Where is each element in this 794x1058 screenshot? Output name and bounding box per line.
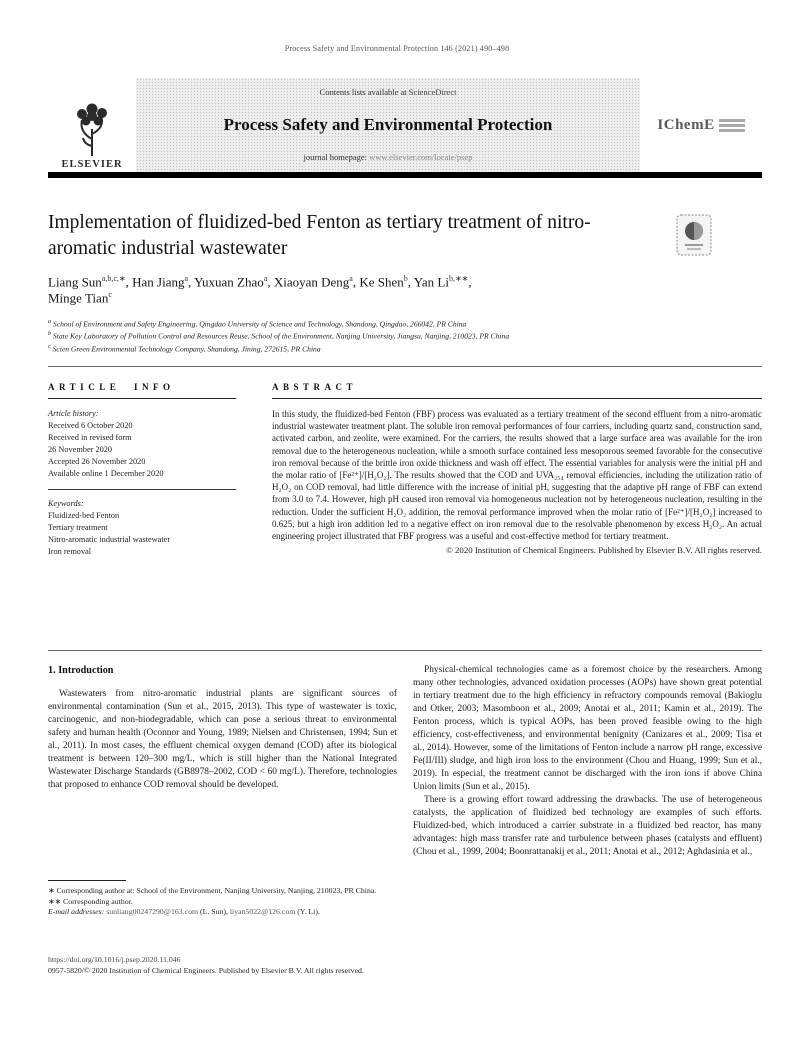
history-line: Accepted 26 November 2020 [48, 457, 146, 466]
affiliation-list [48, 317, 762, 355]
article-info-column [48, 382, 236, 558]
issn-copyright-line: 0957-5820/© 2020 Institution of Chemical Engineers. Published by Elsevier B.V. All rights reserved. [48, 966, 364, 975]
author-list: Liang Sun$^{a,b,c,∗}$, Han Jiang$^a$, Yuxuan Zhao$^a$, Xiaoyan Deng$^a$, Ke Shen$^b$, Yan $Li^{b,∗∗}$, Minge Tian$^c$ [48, 274, 472, 306]
email-line [48, 907, 396, 918]
footnote-block [48, 880, 396, 918]
icheme-tagline-block [719, 119, 745, 132]
corresponding-author-note: ∗ Corresponding author at: School of the Environment, Nanjing University, Nanjing, 210023, PR China. [48, 886, 377, 895]
history-line: Received in revised form [48, 433, 132, 442]
author: Xiaoyan Deng [273, 274, 350, 290]
info-abstract-section [48, 382, 762, 558]
author-affil-marks: b [403, 274, 408, 283]
email-owner: (L. Sun), [200, 907, 228, 917]
abstract-separator [48, 650, 762, 651]
author: Ke Shen [359, 274, 404, 290]
introduction-heading: 1. Introduction [48, 665, 114, 676]
elsevier-wordmark: ELSEVIER [61, 159, 123, 170]
homepage-link[interactable]: www.elsevier.com/locate/psep [369, 152, 473, 162]
author-affil-marks: a [263, 274, 268, 283]
affiliation-text: School of Environment and Safety Engineering, Qingdao University of Science and Technology, Shandong, Qingdao, 266042, PR China [52, 319, 467, 329]
affiliation-text: Scien Green Environmental Technology Company, Shandong, Jining, 272615, PR China [52, 344, 321, 354]
right-column [413, 664, 762, 859]
affiliation-mark: a [48, 318, 51, 325]
contents-prefix: Contents lists available at [319, 87, 409, 97]
article-title: Implementation of fluidized-bed Fenton as tertiary treatment of nitro-aromatic industrial wastewater [48, 212, 591, 259]
article-info-heading: ARTICLE INFO [48, 382, 175, 392]
affiliation-mark: c [48, 344, 51, 351]
history-line: Received 6 October 2020 [48, 421, 133, 430]
email-label: E-mail addresses: [48, 907, 105, 917]
homepage-line [142, 152, 634, 162]
author-affil-marks: a,b,c,∗ [101, 274, 126, 283]
contents-line [142, 87, 634, 97]
elsevier-logo [48, 78, 136, 172]
title-block [48, 210, 762, 355]
elsevier-tree-icon [66, 101, 118, 157]
icheme-wordmark: IChemE [657, 116, 715, 133]
keyword: Iron removal [48, 547, 92, 556]
author: Liang Sun [48, 274, 102, 290]
article-history-label: Article history: [48, 409, 99, 418]
author-affil-marks: b,∗∗ [448, 274, 469, 283]
email-owner: (Y. Li). [297, 907, 320, 917]
crossmark-icon[interactable] [676, 214, 712, 256]
paragraph: Physical-chemical technologies came as a foremost choice by the researchers. Among many other technologies, advanced oxidation processes (AOPs) have shown great potential in tertiary treatment due to the high efficiency in refractory compounds removal (Bakioglu and Otker, 2003; Masomboon et al., 2009; Anotai et al., 2011; Kamin et al., 2019). The Fenton process, which is typical AOPs, has been proved feasible owing to the high efficiency, cost-effectiveness, and environmental benignity (Canizares et al., 2009; Tisa et al., 2014). However, some of the limitations of Fenton include a narrow pH range, excessive Fe(II/III) sludge, and high iron loss to the environment (Chou and Huang, 1999; Sun et al., 2019). In especial, the treatment cannot be discharged with the iron ions if above China Union limits (Sun et al., 2015). [413, 665, 762, 792]
abstract-heading: ABSTRACT [272, 382, 358, 392]
masthead-box [136, 78, 640, 172]
history-line: Available online 1 December 2020 [48, 469, 164, 478]
author-affil-marks: a [184, 274, 189, 283]
heading-rule [272, 398, 762, 399]
abstract-text: In this study, the fluidized-bed Fenton (FBF) process was evaluated as a tertiary treatment of the second effluent from a nitro-aromatic industrial wastewater treatment plant. The soluble iron removal performances of four carriers, including quartz sand, construction sand, activated carbon, and zeolite, were examined. For the carriers, the results showed that a large surface area was available for the iron removal due to the heterogeneous nucleation, while a smooth surface contained less mesoporous seemed favorable for the consecutive iron removal because of the brittle iron oxide thickness and wash off effect. The essential variables for analysis were the initial pH and the molar ratio of [Fe²⁺]/[H₂O₂]. The results showed that the COD and UVA₂₅₄ removal efficiencies, including the utilization ratio of H₂O₂ on COD removal, had little difference with the increase of initial pH, suggesting that the adaptive pH range of FBF can extend from 3.0 to 7.4. However, high pH caused iron removal via homogeneous nucleation not by heterogeneous nucleation, resulting in the reduction. Under the sufficient H₂O₂ addition, the removal performance improved when the molar ratio of [Fe²⁺]/[H₂O₂] increased to 0.625, but a high iron addition led to a negative effect on iron removal due to the resolvable phenomenon by excess H₂O₂. An actual engineering project illustrated that FBF progress was a useful and cost-effective method for tertiary treatment. [272, 409, 762, 542]
author: Han Jiang [132, 274, 185, 290]
affiliation-text: State Key Laboratory of Pollution Control and Resources Reuse, School of the Environment, Nanjing University, Jiangsu, Nanjing, 210023, PR China [52, 332, 510, 342]
author-affil-marks: a [349, 274, 353, 283]
keyword: Fluidized-bed Fenton [48, 511, 120, 520]
running-head: Process Safety and Environmental Protection 146 (2021) 490–498 [284, 44, 510, 53]
affiliation [48, 329, 762, 342]
author: Minge Tian [48, 290, 109, 306]
affiliation [48, 317, 762, 330]
abstract-copyright: © 2020 Institution of Chemical Engineers. Published by Elsevier B.V. All rights reserved. [446, 545, 762, 556]
sciencedirect-link[interactable]: ScienceDirect [408, 87, 457, 97]
title-separator [48, 366, 762, 367]
masthead-rule [48, 172, 762, 178]
icheme-logo [640, 78, 762, 172]
keywords-label: Keywords: [48, 499, 84, 508]
email-link[interactable]: sunliang00247290@163.com [106, 907, 199, 917]
footnote-rule [48, 880, 126, 881]
email-link[interactable]: liyan5022@126.com [229, 907, 296, 917]
author: Yan Li [413, 274, 449, 290]
left-column [48, 664, 397, 859]
paragraph: Wastewaters from nitro-aromatic industrial plants are significant sources of environmental contamination (Sun et al., 2015, 2013). This type of wastewater is toxic, carcinogenic, and non-biodegradable, which can pose a serious threat to environmental safety and human health (Oconnor and Young, 1989; Nielsen and Christensen, 1994; Sun et al., 2011). In most cases, the effluent chemical oxygen demand (COD) after its biological treatment is between 120–300 mg/L, which is still higher than the National Integrated Wastewater Discharge Standards (GB8978–2002, COD < 60 mg/L). Therefore, technologies that proposed to enhance COD removal should be developed. [48, 689, 397, 790]
homepage-prefix: journal homepage: [303, 152, 370, 162]
body-columns [48, 664, 762, 859]
corresponding-author-note: ∗∗ Corresponding author. [48, 896, 133, 906]
paragraph: There is a growing effort toward addressing the drawbacks. The use of heterogeneous catalysts, the application of fluidized bed technology are examples of such efforts. Fluidized-bed, which introduced a carrier substrate in a fluidized bed reactor, has many advantages: high mass transfer rate and turbulence between phases (catalysts and effluent) (Chou et al., 1999, 2004; Boonrattanakij et al., 2011; Anotai et al., 2012; Aghdasinia et al., [413, 795, 762, 857]
affiliation-mark: b [48, 331, 51, 338]
abstract-column [272, 382, 762, 558]
keyword: Tertiary treatment [48, 523, 108, 532]
keywords-rule [48, 489, 236, 490]
affiliation [48, 342, 762, 355]
journal-title: Process Safety and Environmental Protection [223, 114, 553, 134]
keyword: Nitro-aromatic industrial wastewater [48, 535, 171, 544]
history-line: 26 November 2020 [48, 445, 113, 454]
doi-link[interactable]: https://doi.org/10.1016/j.psep.2020.11.046 [48, 955, 181, 964]
heading-rule [48, 398, 236, 399]
journal-masthead [48, 78, 762, 172]
page-footer [48, 954, 762, 976]
author-affil-marks: c [108, 290, 112, 300]
author: Yuxuan Zhao [194, 274, 264, 290]
